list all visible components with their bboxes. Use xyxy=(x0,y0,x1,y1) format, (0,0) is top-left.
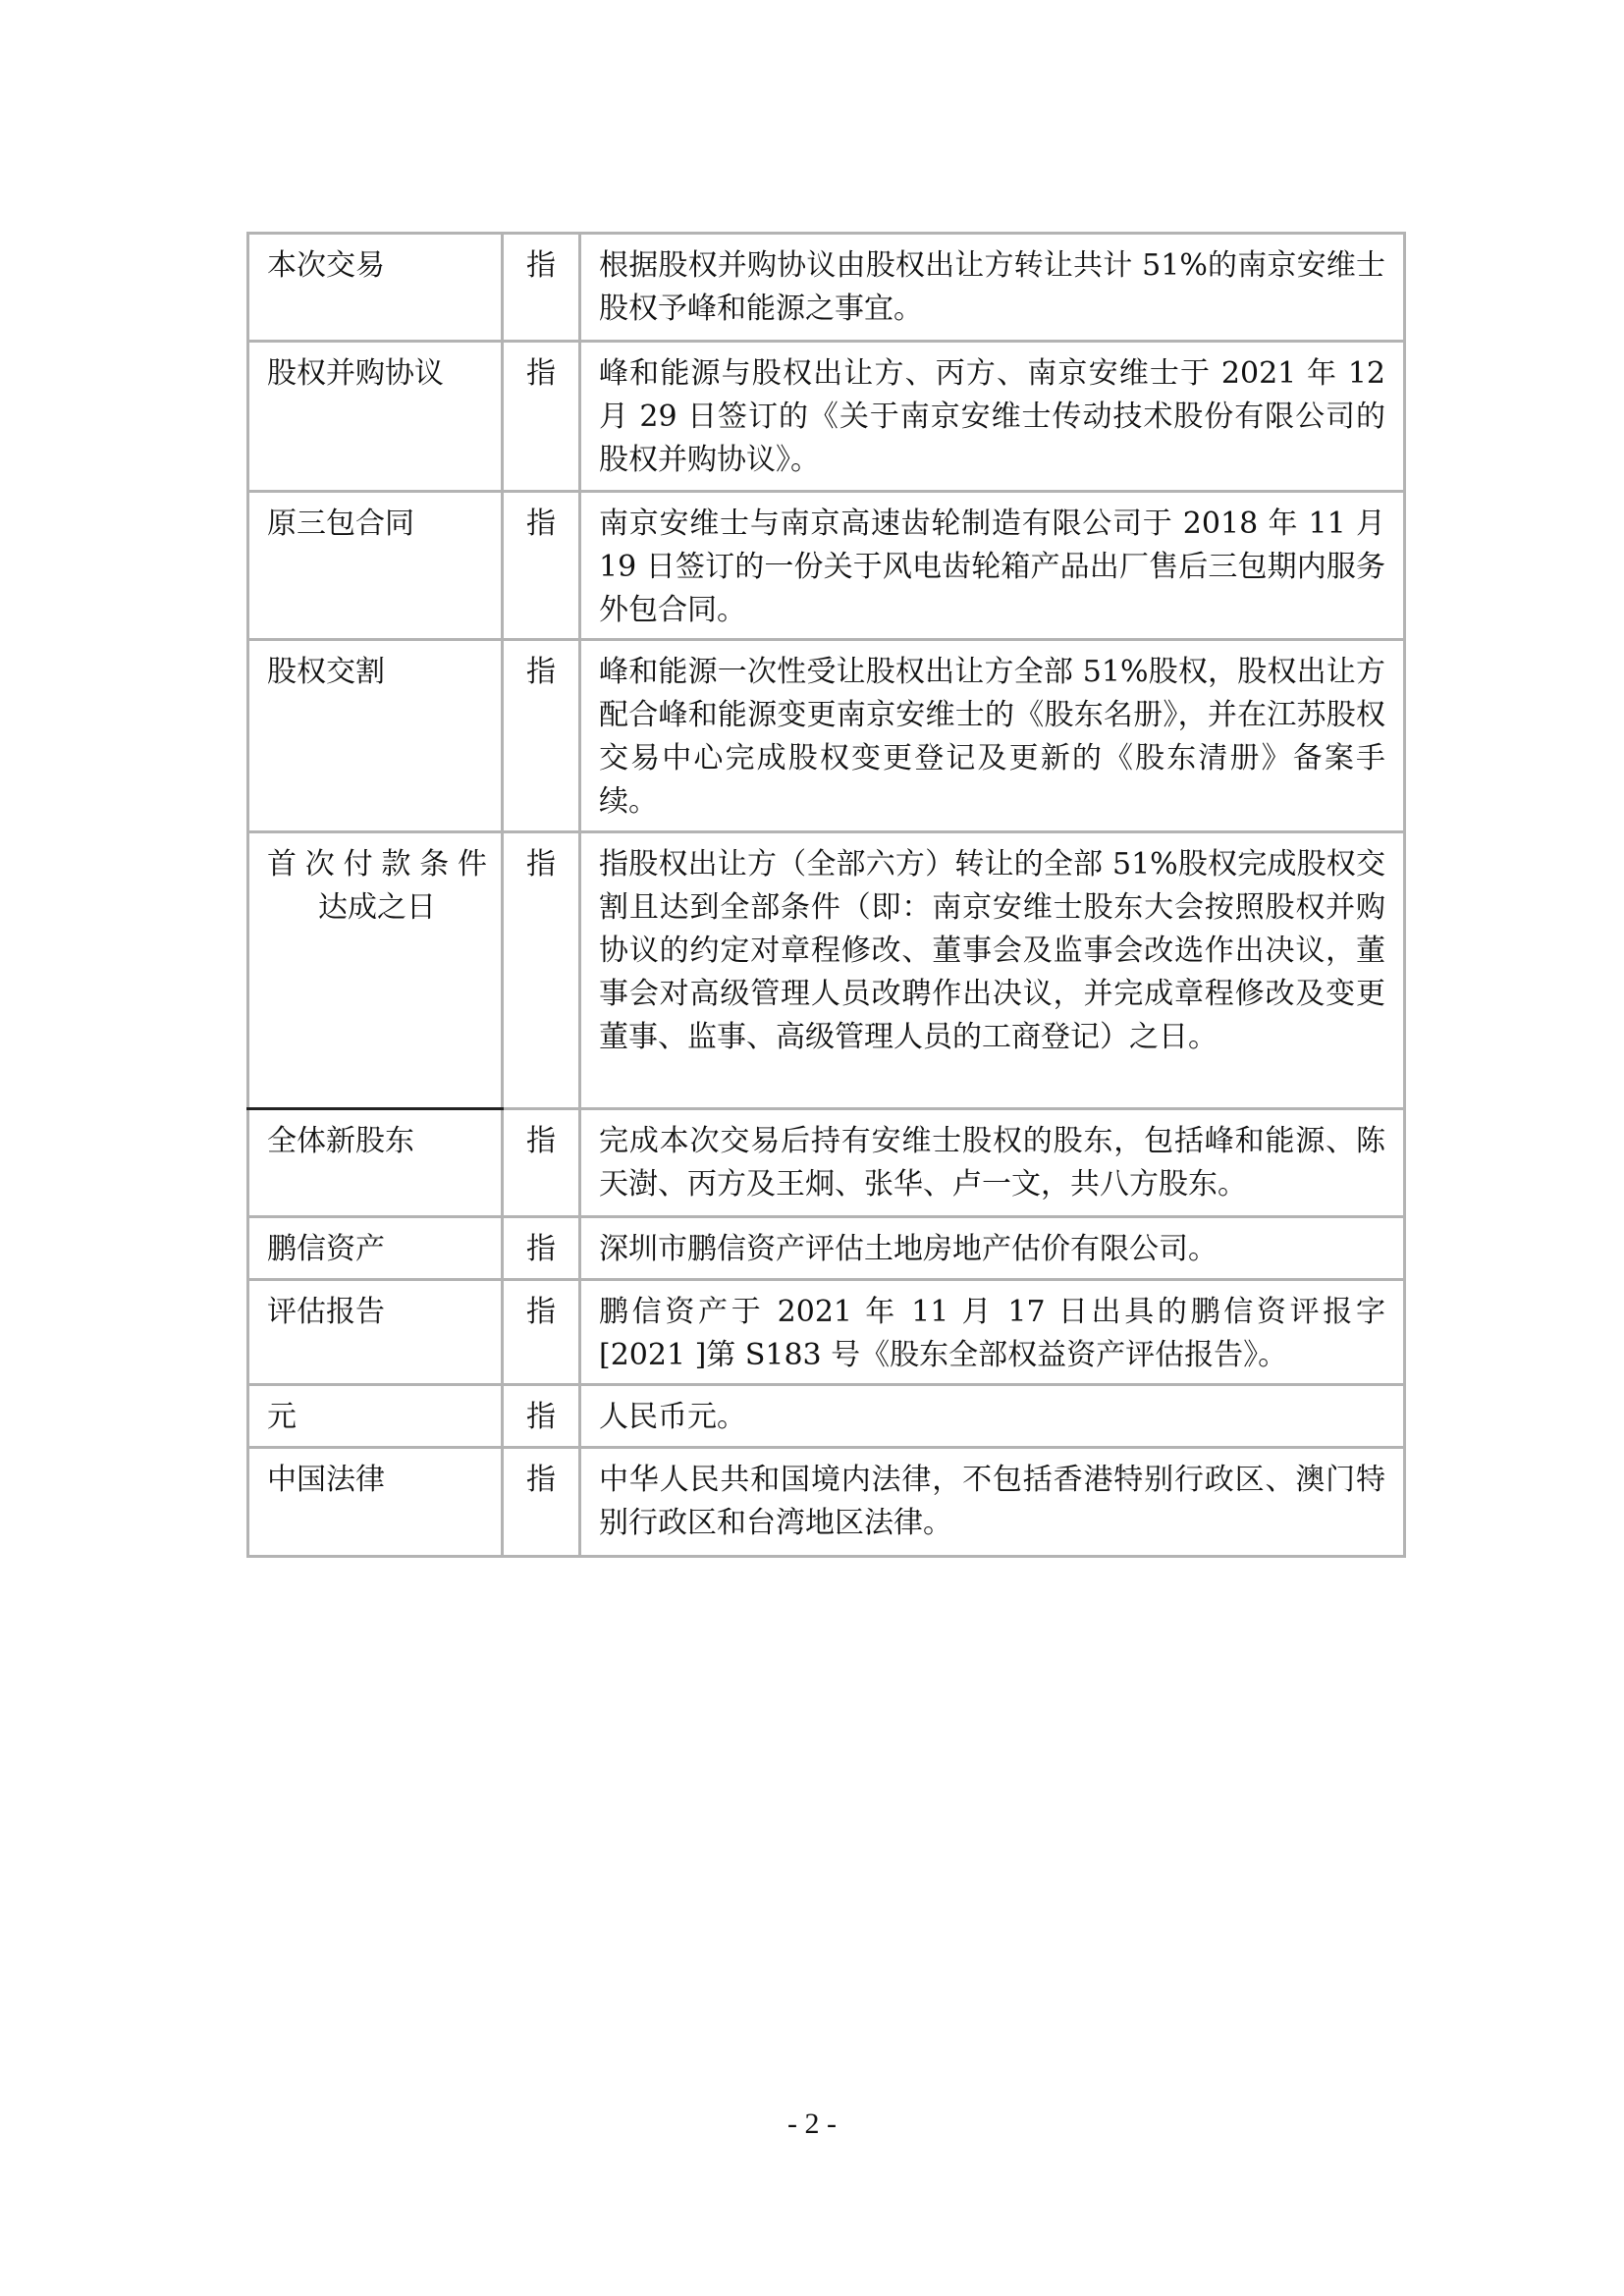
definition-ref: 指 xyxy=(503,342,580,492)
definition-term: 中国法律 xyxy=(248,1448,503,1557)
definition-term: 元 xyxy=(248,1385,503,1448)
page-number: - 2 - xyxy=(787,2108,837,2140)
definition-text: 深圳市鹏信资产评估土地房地产估价有限公司。 xyxy=(580,1217,1405,1280)
definition-text: 峰和能源一次性受让股权出让方全部 51%股权，股权出让方配合峰和能源变更南京安维士的《股东名册》，并在江苏股权交易中心完成股权变更登记及更新的《股东清册》备案手续。 xyxy=(580,640,1405,832)
definition-term: 原三包合同 xyxy=(248,492,503,640)
definition-row xyxy=(248,832,1405,1109)
definition-term-line2: 达成之日 xyxy=(318,890,436,925)
definition-row xyxy=(248,492,1405,640)
definition-ref: 指 xyxy=(503,832,580,1109)
definition-term: 股权并购协议 xyxy=(248,342,503,492)
definition-ref: 指 xyxy=(503,1109,580,1217)
definition-row xyxy=(248,234,1405,342)
definition-ref: 指 xyxy=(503,492,580,640)
definition-row xyxy=(248,1280,1405,1385)
definition-text: 南京安维士与南京高速齿轮制造有限公司于 2018 年 11 月 19 日签订的一份关于风电齿轮箱产品出厂售后三包期内服务外包合同。 xyxy=(580,492,1405,640)
definition-ref: 指 xyxy=(503,1217,580,1280)
definition-term xyxy=(248,832,503,1109)
definition-text: 完成本次交易后持有安维士股权的股东，包括峰和能源、陈天澍、丙方及王炯、张华、卢一文，共八方股东。 xyxy=(580,1109,1405,1217)
definition-term: 本次交易 xyxy=(248,234,503,342)
definition-row xyxy=(248,1448,1405,1557)
definition-text: 根据股权并购协议由股权出让方转让共计 51%的南京安维士股权予峰和能源之事宜。 xyxy=(580,234,1405,342)
definition-ref: 指 xyxy=(503,1448,580,1557)
definition-term: 评估报告 xyxy=(248,1280,503,1385)
definition-ref: 指 xyxy=(503,640,580,832)
definition-ref: 指 xyxy=(503,234,580,342)
definition-text: 指股权出让方（全部六方）转让的全部 51%股权完成股权交割且达到全部条件（即：南京安维士股东大会按照股权并购协议的约定对章程修改、董事会及监事会改选作出决议，董事会对高级管理人员改聘作出决议，并完成章程修改及变更董事、监事、高级管理人员的工商登记）之日。 xyxy=(580,832,1405,1109)
definition-text: 鹏信资产于 2021 年 11 月 17 日出具的鹏信资评报字[2021 ]第 S183 号《股东全部权益资产评估报告》。 xyxy=(580,1280,1405,1385)
definition-ref: 指 xyxy=(503,1280,580,1385)
definition-row xyxy=(248,1385,1405,1448)
definition-text: 中华人民共和国境内法律，不包括香港特别行政区、澳门特别行政区和台湾地区法律。 xyxy=(580,1448,1405,1557)
definition-row xyxy=(248,1217,1405,1280)
definition-term: 股权交割 xyxy=(248,640,503,832)
definition-term: 鹏信资产 xyxy=(248,1217,503,1280)
definition-text: 峰和能源与股权出让方、丙方、南京安维士于 2021 年 12 月 29 日签订的《关于南京安维士传动技术股份有限公司的股权并购协议》。 xyxy=(580,342,1405,492)
definition-term-line1: 首次付款条件 xyxy=(267,847,487,881)
definition-row xyxy=(248,1109,1405,1217)
definition-ref: 指 xyxy=(503,1385,580,1448)
definition-row xyxy=(248,342,1405,492)
definition-text: 人民币元。 xyxy=(580,1385,1405,1448)
definitions-table xyxy=(246,232,1406,1558)
definition-row xyxy=(248,640,1405,832)
definition-term: 全体新股东 xyxy=(248,1109,503,1217)
